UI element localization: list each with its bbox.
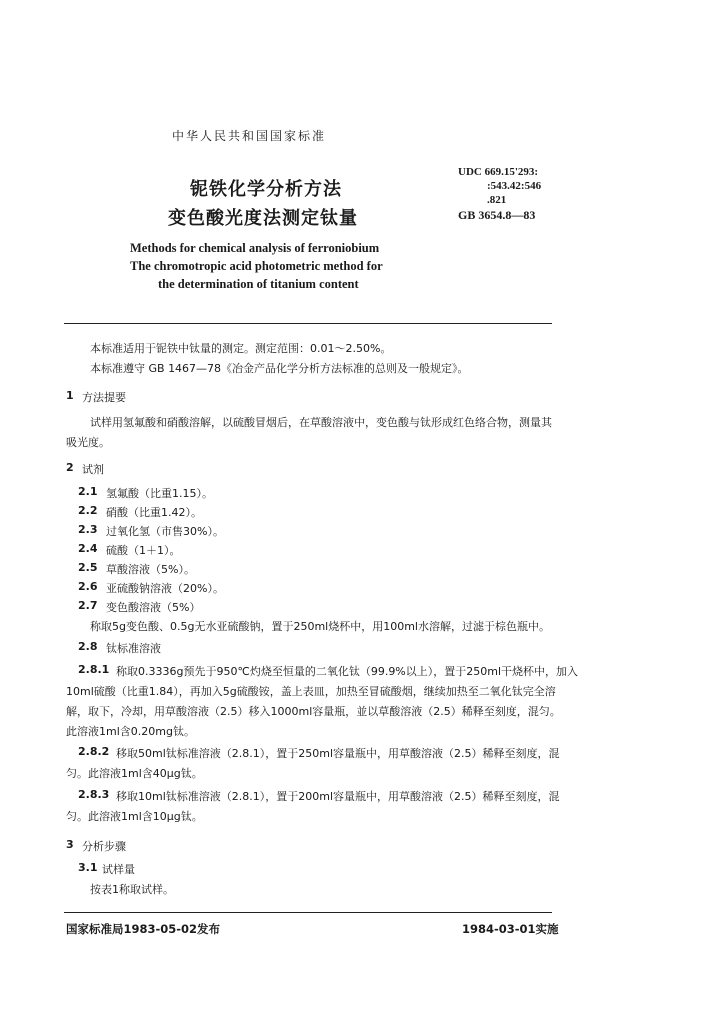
udc-line2: :543.42:546 (487, 180, 542, 192)
item-text: 硝酸（比重1.42）。 (106, 506, 202, 519)
section31-title: 试样量 (102, 863, 135, 876)
standard-type: 中华人民共和国国家标准 (172, 129, 327, 143)
item-text: 变色酸溶液（5%） (106, 601, 201, 614)
udc-line3: .821 (487, 194, 507, 206)
item283-line1: 移取10ml钛标准溶液（2.8.1），置于200ml容量瓶中，用草酸溶液（2.5）稀释至刻度，混 (116, 790, 560, 803)
section3-title: 分析步骤 (82, 840, 126, 853)
title-cn-line1: 铌铁化学分析方法 (190, 179, 342, 200)
item283-line2: 匀。此溶液1ml含10μg钛。 (66, 810, 203, 823)
item281-line1: 称取0.3336g预先于950℃灼烧至恒量的二氧化钛（99.9%以上），置于250ml干烧杯中，加入 (116, 665, 579, 678)
item-text: 氢氟酸（比重1.15）。 (106, 487, 213, 500)
title-cn-line2: 变色酸光度法测定钛量 (168, 208, 358, 229)
issued-date: 国家标准局1983-05-02发布 (66, 922, 221, 936)
udc-line1: UDC 669.15'293: (458, 166, 539, 178)
header-divider (64, 323, 552, 324)
item281-number: 2.8.1 (78, 663, 110, 676)
section1-number: 1 (66, 389, 74, 402)
item-number: 2.6 (78, 580, 98, 593)
item281-line4: 此溶液1ml含0.20mg钛。 (66, 725, 195, 738)
item-text: 草酸溶液（5%）。 (106, 563, 195, 576)
item281-line2: 10ml硫酸（比重1.84），再加入5g硫酸铵，盖上表皿，加热至冒硫酸烟，继续加热至二氧化钛完全溶 (66, 685, 556, 698)
item282-number: 2.8.2 (78, 745, 110, 758)
item28-title: 钛标准溶液 (106, 642, 161, 655)
item27-detail: 称取5g变色酸、0.5g无水亚硫酸钠，置于250ml烧杯中，用100ml水溶解，过滤于棕色瓶中。 (90, 620, 550, 633)
section1-title: 方法提要 (82, 391, 126, 404)
item-number: 2.5 (78, 561, 98, 574)
section1-text-line1: 试样用氢氟酸和硝酸溶解，以硫酸冒烟后，在草酸溶液中，变色酸与钛形成红色络合物，测量其 (90, 416, 552, 429)
item-number: 2.7 (78, 599, 98, 612)
item281-line3: 解，取下，冷却，用草酸溶液（2.5）移入1000ml容量瓶，並以草酸溶液（2.5）稀释至刻度，混匀。 (66, 705, 561, 718)
section2-title: 试剂 (82, 463, 104, 476)
section2-number: 2 (66, 461, 74, 474)
item283-number: 2.8.3 (78, 788, 110, 801)
item-text: 过氧化氢（市售30%）。 (106, 525, 224, 538)
gb-number: GB 3654.8—83 (458, 208, 536, 222)
title-en-line2: The chromotropic acid photometric method for (130, 259, 383, 273)
item-number: 2.4 (78, 542, 98, 555)
intro-compliance: 本标准遵守 GB 1467—78《冶金产品化学分析方法标准的总则及一般规定》。 (90, 362, 469, 375)
section31-number: 3.1 (78, 861, 98, 874)
section1-text-line2: 吸光度。 (66, 436, 110, 449)
item282-line2: 匀。此溶液1ml含40μg钛。 (66, 767, 203, 780)
item-number: 2.1 (78, 485, 98, 498)
section3-number: 3 (66, 838, 74, 851)
footer-divider (64, 912, 552, 913)
effective-date: 1984-03-01实施 (462, 922, 559, 936)
section31-text: 按表1称取试样。 (90, 883, 174, 896)
item-number: 2.2 (78, 504, 98, 517)
title-en-line3: the determination of titanium content (158, 277, 359, 291)
item-text: 亚硫酸钠溶液（20%）。 (106, 582, 224, 595)
item28-number: 2.8 (78, 640, 98, 653)
item-number: 2.3 (78, 523, 98, 536)
title-en-line1: Methods for chemical analysis of ferroniobium (130, 241, 380, 255)
item-text: 硫酸（1＋1）。 (106, 544, 181, 557)
intro-scope: 本标准适用于铌铁中钛量的测定。测定范围：0.01～2.50%。 (90, 342, 392, 355)
item282-line1: 移取50ml钛标准溶液（2.8.1），置于250ml容量瓶中，用草酸溶液（2.5）稀释至刻度，混 (116, 747, 560, 760)
